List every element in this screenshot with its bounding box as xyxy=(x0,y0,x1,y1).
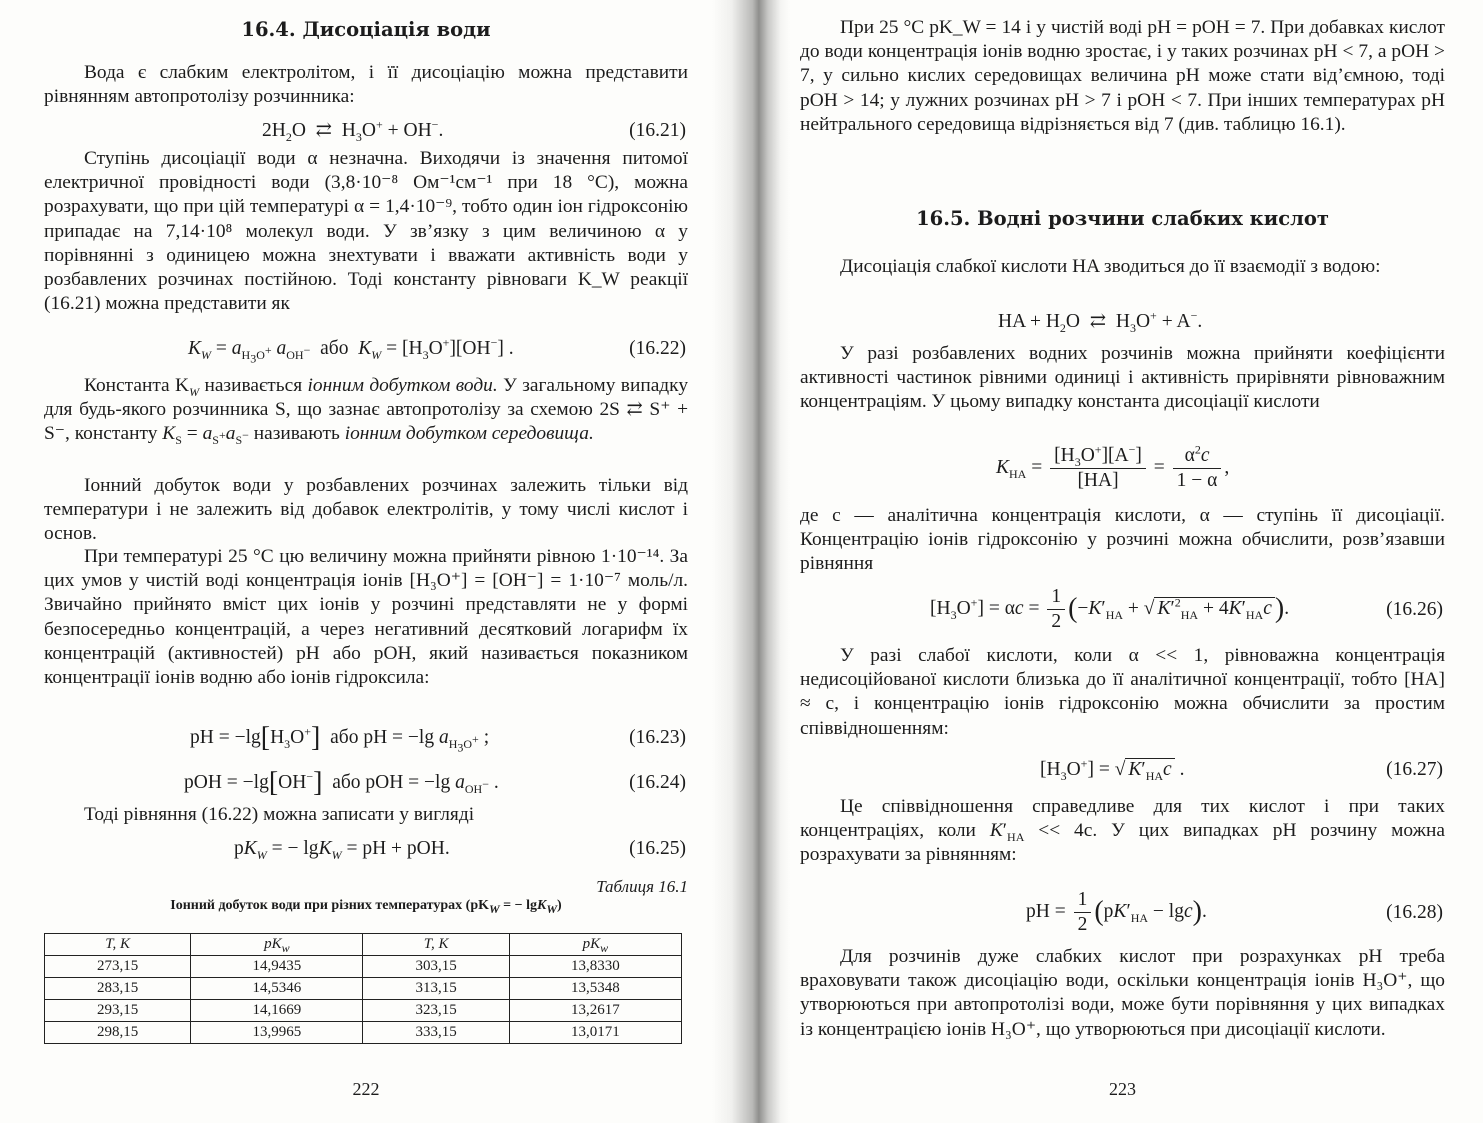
table-cell: 13,0171 xyxy=(509,1022,681,1044)
paragraph-dissociation-degree: Ступінь дисоціації води α незначна. Виходячи із значення питомої електричної провідності води (3,8·10⁻⁸ Ом⁻¹см⁻¹ при 18 °С), можна розрахувати, що при цій температурі α = 1,4·10⁻⁹, тобто один іон гідроксонію припадає на 7,14·10⁸ молекул води. У зв’язку з цим величиною α у порівнянні з одиницею можна знехтувати і вважати активність води у розбавлених розчинах постійною. Тоді константу рівноваги K_W реакції (16.21) можна представити як xyxy=(44,148,688,315)
table-cell: 14,1669 xyxy=(191,1000,363,1022)
paragraph-weak-acid-approx: У разі слабої кислоти, коли α << 1, рівноважна концентрація недисоційованої кислоти близька до її аналітичної концентрації, тобто [HA] ≈ c, і концентрацію іонів гідроксонію можна обчислити за простим співвідношенням: xyxy=(800,645,1445,739)
table-header-cell: $pK_w$ xyxy=(509,934,681,956)
table-cell: 333,15 xyxy=(363,1022,509,1044)
table-header-cell: T, K xyxy=(363,934,509,956)
equation-number: (16.25) xyxy=(629,838,686,859)
book-gutter-shadow xyxy=(712,0,790,1123)
term-ionic-product-medium: іонним добутком середовища. xyxy=(344,423,594,445)
equation-16-28-formula: pH = $\frac{1}{2}$ $(pK'_{HA} - \lg c)$. xyxy=(1026,889,1207,935)
table-cell: 298,15 xyxy=(45,1022,191,1044)
page-number-right: 223 xyxy=(1109,1079,1136,1099)
text-fragment: << 4c. У цих випадках pH розчину можна розрахувати за рівнянням: xyxy=(800,820,1446,866)
table-title-end: ) xyxy=(557,898,562,913)
table-caption: Таблиця 16.1 xyxy=(596,877,688,896)
paragraph-analytical-concentration: де c — аналітична концентрація кислоти, α — ступінь її дисоціації. Концентрацію іонів гідроксонію у розчині можна обчислити, розв’язавши рівняння xyxy=(800,505,1445,575)
table-cell: 14,9435 xyxy=(191,956,363,978)
page-number-left: 222 xyxy=(352,1079,380,1099)
table-cell: 273,15 xyxy=(45,956,191,978)
equation-16-21 xyxy=(44,116,688,146)
paragraph-weak-acid-dissociation: Дисоціація слабкої кислоти HA зводиться до її взаємодії з водою: xyxy=(840,256,1381,277)
equation-16-22-formula: $K_W = a_{H_3O^+}$ $a_{OH^-}$ або $K_W = [H_3O^+][OH^-]$ . xyxy=(188,335,514,366)
text-fragment: називають xyxy=(248,423,345,445)
equation-number: (16.23) xyxy=(629,727,686,748)
equation-16-24-formula: pOH = −lg[OH−] або pOH = −lg $a_{OH^-}$ . xyxy=(184,767,499,798)
table-cell: 283,15 xyxy=(45,978,191,1000)
text-fragment: У загальному випадку для будь-якого розчинника S, що зазнає автопротолізу за схемою 2S ⇄ S⁺ + S⁻, константу xyxy=(44,375,689,445)
equation-number: (16.22) xyxy=(629,338,686,359)
text-fragment: Це співвідношення справедливе для тих кислот і при таких концентраціях, коли xyxy=(800,796,1445,842)
table-cell: 13,2617 xyxy=(509,1000,681,1022)
paragraph-very-weak-acids: Для розчинів дуже слабких кислот при розрахунках pH треба враховувати також дисоціацію води, оскільки концентрація іонів H₃O⁺, що утворюються при автопротолізі води, може бути порівняння у цих випадках із концентрацією іонів H₃O⁺, що утворюються при дисоціації кислоти. xyxy=(800,946,1445,1040)
equation-number: (16.21) xyxy=(629,120,686,141)
term-ionic-product-water: іонним добутком води. xyxy=(307,375,498,396)
table-row xyxy=(45,978,682,1000)
table-cell: 313,15 xyxy=(363,978,509,1000)
section-title-16-4: 16.4. Дисоціація води xyxy=(241,18,491,41)
equation-16-23-formula: pH = $-\lg[H_3O^+]$ або pH = −lg $a_{H_3O^+}$ ; xyxy=(190,722,490,755)
table-header-text: pK xyxy=(264,936,282,952)
equation-16-27-formula: $[H_3O^+]$ = √ $K'_{HA}c$ . xyxy=(1040,756,1185,783)
table-title-text: Іонний добуток води при різних температурах (pK xyxy=(170,898,489,913)
equation-16-26-formula: $[H_3O^+] = \alpha c$ = $\frac{1}{2}$ ($-K'_{HA}$ + √ $K'^2_{HA} + 4K'_{HA}c$ ). xyxy=(930,586,1290,632)
paragraph-ph-definition: При температурі 25 °С цю величину можна прийняти рівною 1·10⁻¹⁴. За цих умов у чистій воді концентрація іонів [H₃O⁺] = [OH⁻] = 1·10⁻⁷ моль/л. Звичайно прийнято вміст цих іонів у розчині представляти не у формі безпосередньо концентрацій, а через негативний десятковий логарифм їх концентрацій (активностей) pH або pOH, який називається показником концентрації іонів водню або іонів гідроксила: xyxy=(44,546,688,689)
equation-16-24 xyxy=(44,768,688,798)
table-header-row xyxy=(45,934,682,956)
equation-ka xyxy=(800,444,1445,500)
equation-number: (16.26) xyxy=(1386,599,1443,620)
table-cell: 303,15 xyxy=(363,956,509,978)
equation-number: (16.27) xyxy=(1386,759,1443,780)
table-header-text: pK xyxy=(582,936,601,952)
section-title-16-5: 16.5. Водні розчини слабких кислот xyxy=(916,207,1329,230)
table-header-cell: T, K xyxy=(45,934,191,956)
table-cell: 14,5346 xyxy=(191,978,363,1000)
equation-16-21-formula: $2H_2O$ ⇄ $H_3O^+ + OH^-$. xyxy=(262,117,444,144)
paragraph-neutral-ph: При 25 °С pK_W = 14 і у чистій воді pH = pOH = 7. При добавках кислот до води концентрація іонів водню зростає, і у таких розчинах pH < 7, а pOH > 7, у сильно кислих середовищах величина pH може стати від’ємною, тоді pOH > 14; у лужних розчинах pH > 7 і pOH < 7. При інших температурах pH нейтрального середовища відрізняється від 7 (див. таблицю 16.1). xyxy=(800,17,1445,135)
equation-16-25-formula: $pK_W$ = − lgK$_W$ = pH + pOH. xyxy=(234,838,450,862)
table-cell: 323,15 xyxy=(363,1000,509,1022)
table-row xyxy=(45,956,682,978)
paragraph-validity-condition: Це співвідношення справедливе для тих кислот і при таких концентраціях, коли $K'_{HA} << 4c$. У цих випадках pH розчину можна розрахувати за рівнянням: xyxy=(800,796,1446,866)
equation-number: (16.24) xyxy=(629,772,686,793)
equation-16-28 xyxy=(800,888,1445,942)
paragraph-rewrite-equation: Тоді рівняння (16.22) можна записати у вигляді xyxy=(84,804,475,825)
paragraph-water-electrolyte: Вода є слабким електролітом, і її дисоціацію можна представити рівнянням автопротолізу розчинника: xyxy=(44,62,688,108)
equation-number: (16.28) xyxy=(1386,902,1443,923)
table-row xyxy=(45,1022,682,1044)
text-fragment: Константа K xyxy=(84,375,190,396)
table-title: Іонний добуток води при різних температурах ($pK_W$ = − lgK$_W$) xyxy=(170,898,562,916)
equation-16-22 xyxy=(44,334,688,364)
paragraph-ionic-product: Константа $K_W$ називається іонним добутком води. У загальному випадку для будь-якого розчинника S, що зазнає автопротолізу за схемою 2S ⇄ S⁺ + S⁻, константу $K_S = a_{S^+}a_{S^-}$ називають іонним добутком середовища. xyxy=(44,375,689,448)
equation-16-23 xyxy=(44,723,688,753)
paragraph-temperature-dependence: Іонний добуток води у розбавлених розчинах залежить тільки від температури і не залежить від добавок електролітів, у тому числі кислот і основ. xyxy=(44,475,688,545)
equation-ha-water-formula: HA + $H_2O$ ⇄ $H_3O^+ + A^-$. xyxy=(998,308,1203,335)
paragraph-activity-coefficients: У разі розбавлених водних розчинів можна прийняти коефіцієнти активності частинок рівними одиниці і активність прирівняти рівноважним концентраціям. У цьому випадку константа дисоціації кислоти xyxy=(800,343,1445,413)
table-cell: 293,15 xyxy=(45,1000,191,1022)
equation-ha-water xyxy=(800,307,1445,337)
left-page xyxy=(44,0,688,1123)
equation-16-26 xyxy=(800,585,1445,643)
text-fragment: називається xyxy=(199,375,308,396)
ionic-product-table xyxy=(44,933,682,1044)
equation-16-25 xyxy=(44,834,688,864)
right-page xyxy=(800,0,1445,1123)
table-row xyxy=(45,1000,682,1022)
table-cell: 13,9965 xyxy=(191,1022,363,1044)
table-cell: 13,5348 xyxy=(509,978,681,1000)
equation-or-text: або xyxy=(320,338,349,359)
equation-ka-formula: $K_{HA}$ = $\frac{[H_3O^+][A^-]}{[HA]}$ = $\frac{\alpha^2c}{1 - \alpha}$ , xyxy=(996,442,1230,491)
equation-16-27 xyxy=(800,755,1445,785)
table-cell: 13,8330 xyxy=(509,956,681,978)
table-header-cell: $pK_w$ xyxy=(191,934,363,956)
